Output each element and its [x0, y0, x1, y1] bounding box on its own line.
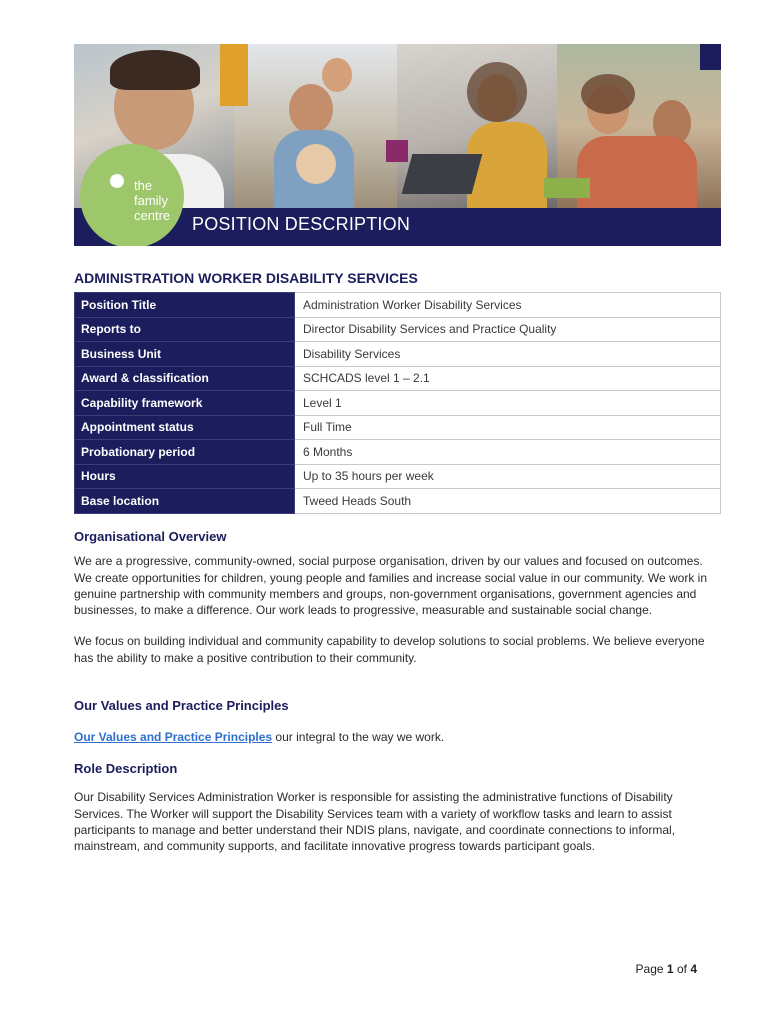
family-centre-logo — [80, 144, 184, 246]
values-section — [74, 698, 714, 746]
info-label: Award & classification — [75, 366, 295, 391]
info-row — [75, 391, 721, 416]
overview-heading: Organisational Overview — [74, 529, 227, 544]
photo-woman-laptop — [397, 44, 557, 208]
total-pages: 4 — [690, 962, 697, 976]
info-value: Disability Services — [295, 342, 721, 367]
role-paragraph: Our Disability Services Administration Worker is responsible for assisting the administrative functions of Disability Services. The Worker will support the Disability Services team with a variety of workflow tasks and learn to assist participants to manage and better understand their NDIS plans, navigate, and coordinate connections to informal, mainstream, and community supports, and facilitate innovative progress towards participant goals. — [74, 790, 676, 854]
position-info-table — [74, 292, 721, 514]
values-link[interactable]: Our Values and Practice Principles — [74, 730, 273, 745]
info-row — [75, 366, 721, 391]
info-label: Probationary period — [75, 440, 295, 465]
of-word: of — [676, 962, 687, 976]
info-label: Appointment status — [75, 415, 295, 440]
overview-paragraph-2: We focus on building individual and community capability to develop solutions to social problems. We believe everyone has the ability to make a positive contribution to their community. — [74, 634, 705, 665]
accent-orange-block — [220, 44, 248, 106]
info-value: Administration Worker Disability Services — [295, 293, 721, 318]
banner-title: POSITION DESCRIPTION — [192, 214, 411, 234]
info-value: SCHCADS level 1 – 2.1 — [295, 366, 721, 391]
values-text: our integral to the way we work. — [272, 730, 445, 745]
values-paragraph — [74, 729, 714, 745]
accent-navy-block — [700, 44, 721, 70]
header-banner — [74, 44, 721, 246]
info-row — [75, 464, 721, 489]
values-heading: Our Values and Practice Principles — [74, 698, 289, 713]
logo-text: the family centre — [134, 178, 171, 223]
info-label: Position Title — [75, 293, 295, 318]
photo-family — [234, 44, 397, 208]
role-heading: Role Description — [74, 761, 178, 776]
page-number — [636, 962, 697, 976]
info-value: Level 1 — [295, 391, 721, 416]
current-page: 1 — [666, 962, 674, 976]
info-label: Capability framework — [75, 391, 295, 416]
role-description-section — [74, 761, 714, 854]
info-label: Reports to — [75, 317, 295, 342]
accent-purple-block — [386, 140, 408, 162]
overview-paragraph-1: We are a progressive, community-owned, social purpose organisation, driven by our values and focused on outcomes. We create opportunities for children, young people and families and increase social value in our community. We work in genuine partnership with community members and groups, non-government organisations, government agencies and businesses, to make a difference. Our work leads to progressive, measurable and sustainable social change. — [74, 554, 707, 618]
info-row — [75, 489, 721, 514]
info-row — [75, 415, 721, 440]
info-label: Base location — [75, 489, 295, 514]
organisational-overview-section — [74, 529, 714, 666]
info-row — [75, 440, 721, 465]
info-value: Full Time — [295, 415, 721, 440]
info-value: Up to 35 hours per week — [295, 464, 721, 489]
logo-mark-icon — [110, 174, 124, 188]
info-row — [75, 317, 721, 342]
info-row — [75, 293, 721, 318]
info-label: Business Unit — [75, 342, 295, 367]
info-value: 6 Months — [295, 440, 721, 465]
accent-green-block — [544, 178, 590, 198]
info-row — [75, 342, 721, 367]
info-value: Director Disability Services and Practice Quality — [295, 317, 721, 342]
info-value: Tweed Heads South — [295, 489, 721, 514]
info-label: Hours — [75, 464, 295, 489]
document-title: ADMINISTRATION WORKER DISABILITY SERVICES — [74, 270, 418, 286]
page-word: Page — [635, 962, 664, 976]
